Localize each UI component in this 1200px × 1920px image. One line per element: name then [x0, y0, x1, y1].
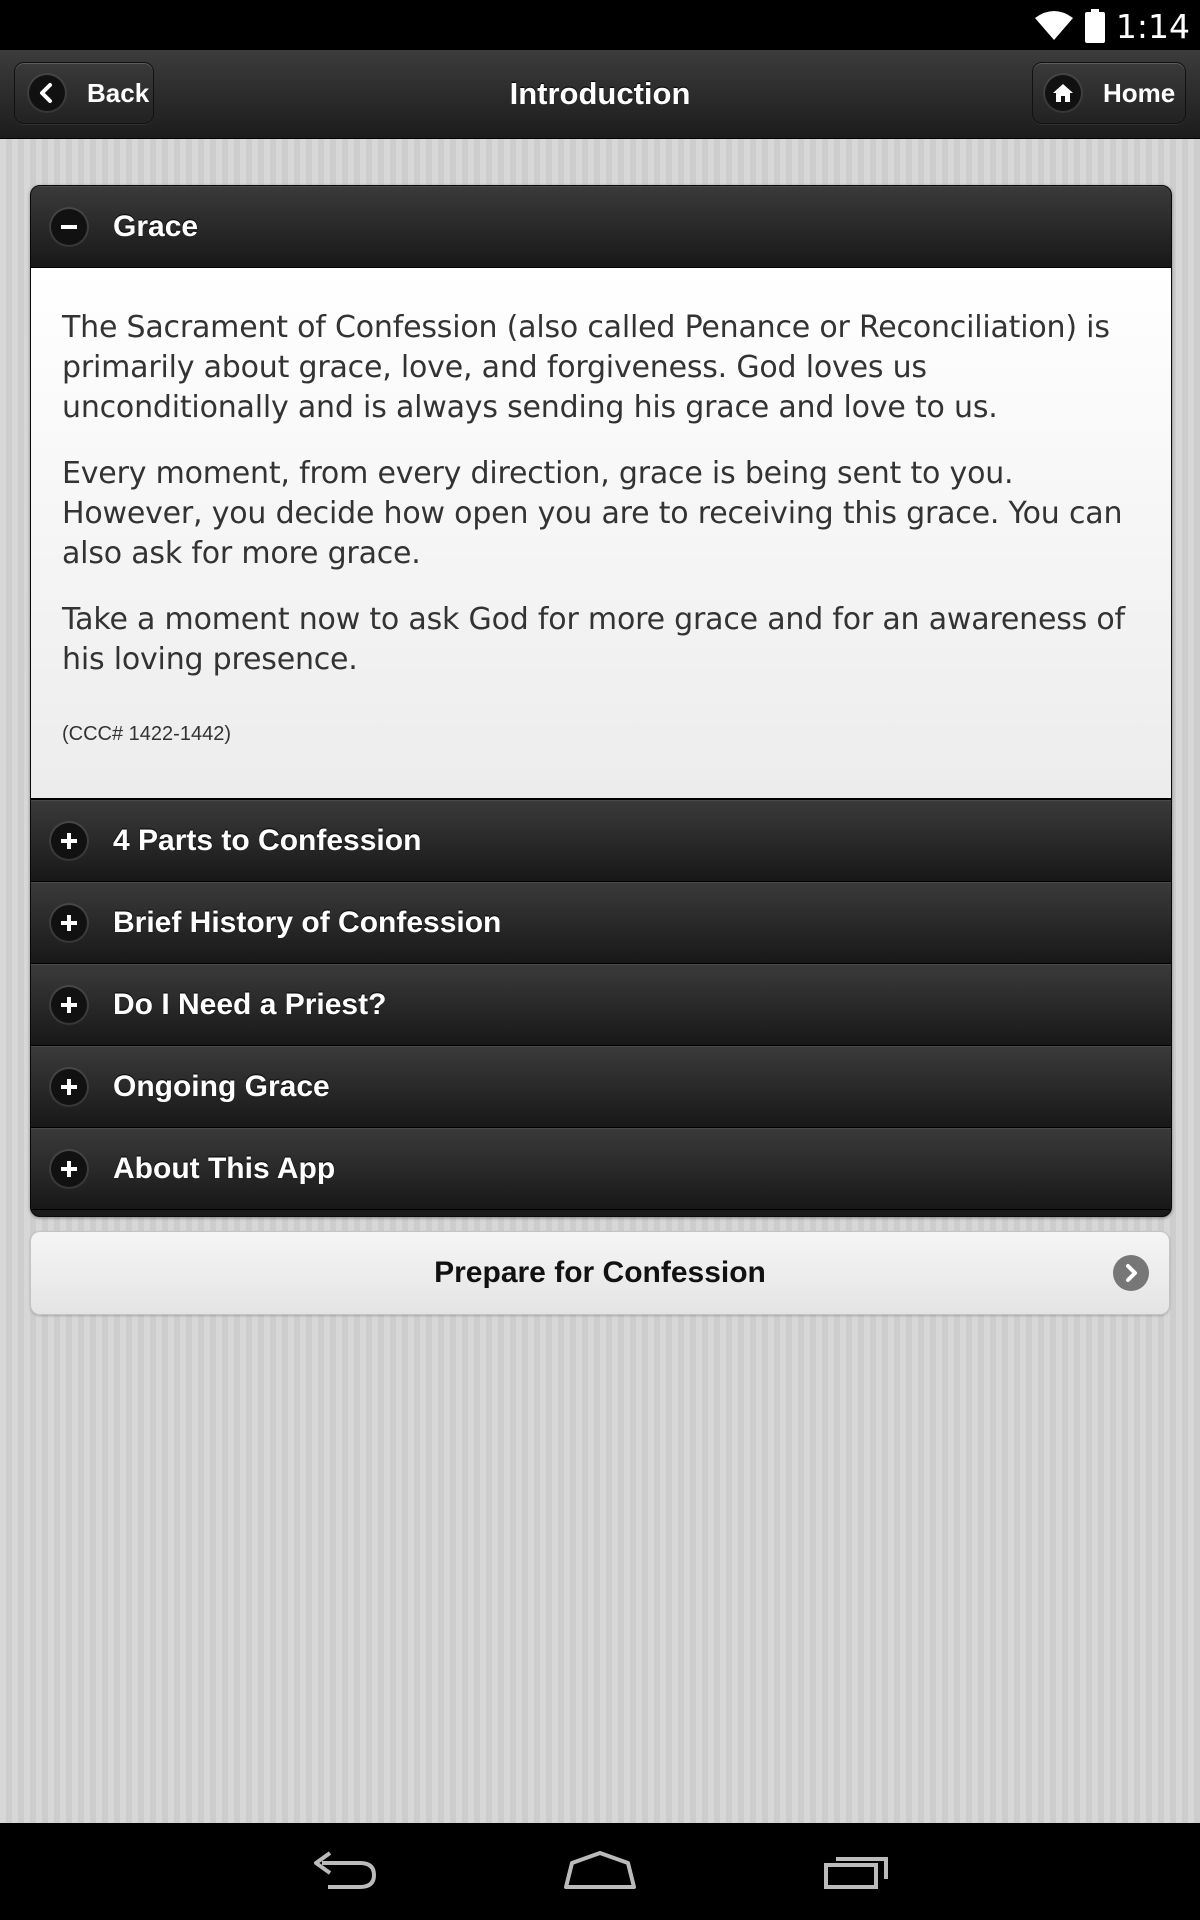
- plus-icon: [51, 905, 87, 941]
- content-area: [0, 139, 1200, 1823]
- accordion-title: 4 Parts to Confession: [113, 824, 422, 857]
- home-icon: [1045, 75, 1081, 111]
- minus-icon: [51, 209, 87, 245]
- back-button[interactable]: [14, 62, 154, 124]
- back-button-label: Back: [87, 77, 150, 108]
- plus-icon: [51, 987, 87, 1023]
- chevron-left-icon: [29, 75, 65, 111]
- accordion-title: Do I Need a Priest?: [113, 988, 387, 1021]
- plus-icon: [51, 823, 87, 859]
- accordion-title: Ongoing Grace: [113, 1070, 330, 1103]
- battery-icon: [1084, 9, 1106, 43]
- plus-icon: [51, 1151, 87, 1187]
- paragraph: Every moment, from every direction, grace is being sent to you. However, you decide how open you are to receiving this grace. You can also ask for more grace.: [62, 456, 1123, 571]
- accordion-header-ongoing-grace[interactable]: [31, 1046, 1171, 1128]
- home-nav-icon[interactable]: [562, 1851, 638, 1891]
- prepare-button-label: Prepare for Confession: [434, 1256, 766, 1289]
- paragraph: The Sacrament of Confession (also called Penance or Reconciliation) is primarily about grace, love, and forgiveness. God loves us unconditionally and is always sending his grace and love to us.: [62, 310, 1110, 425]
- header-bar: [0, 50, 1200, 139]
- accordion-content-grace: [31, 268, 1171, 800]
- status-bar: [0, 0, 1200, 50]
- recents-nav-icon[interactable]: [822, 1851, 892, 1891]
- accordion-header-history[interactable]: [31, 882, 1171, 964]
- accordion-header-about[interactable]: [31, 1128, 1171, 1210]
- accordion-title: Grace: [113, 210, 199, 243]
- status-time: 1:14: [1115, 6, 1190, 46]
- accordion-header-grace[interactable]: [31, 186, 1171, 268]
- accordion-title: About This App: [113, 1152, 336, 1185]
- home-button[interactable]: [1032, 62, 1186, 124]
- chevron-right-icon: [1113, 1255, 1149, 1291]
- wifi-icon: [1034, 10, 1074, 42]
- paragraph: Take a moment now to ask God for more grace and for an awareness of his loving presence.: [62, 602, 1125, 677]
- catechism-reference: (CCC# 1422-1442): [62, 723, 231, 745]
- system-nav-bar: [0, 1823, 1200, 1920]
- accordion-title: Brief History of Confession: [113, 906, 502, 939]
- accordion: [30, 185, 1172, 1217]
- home-button-label: Home: [1103, 77, 1176, 108]
- accordion-header-priest[interactable]: [31, 964, 1171, 1046]
- page-title: Introduction: [509, 76, 691, 111]
- plus-icon: [51, 1069, 87, 1105]
- prepare-for-confession-button[interactable]: [30, 1231, 1170, 1315]
- accordion-header-4-parts[interactable]: [31, 800, 1171, 882]
- back-nav-icon[interactable]: [308, 1851, 380, 1891]
